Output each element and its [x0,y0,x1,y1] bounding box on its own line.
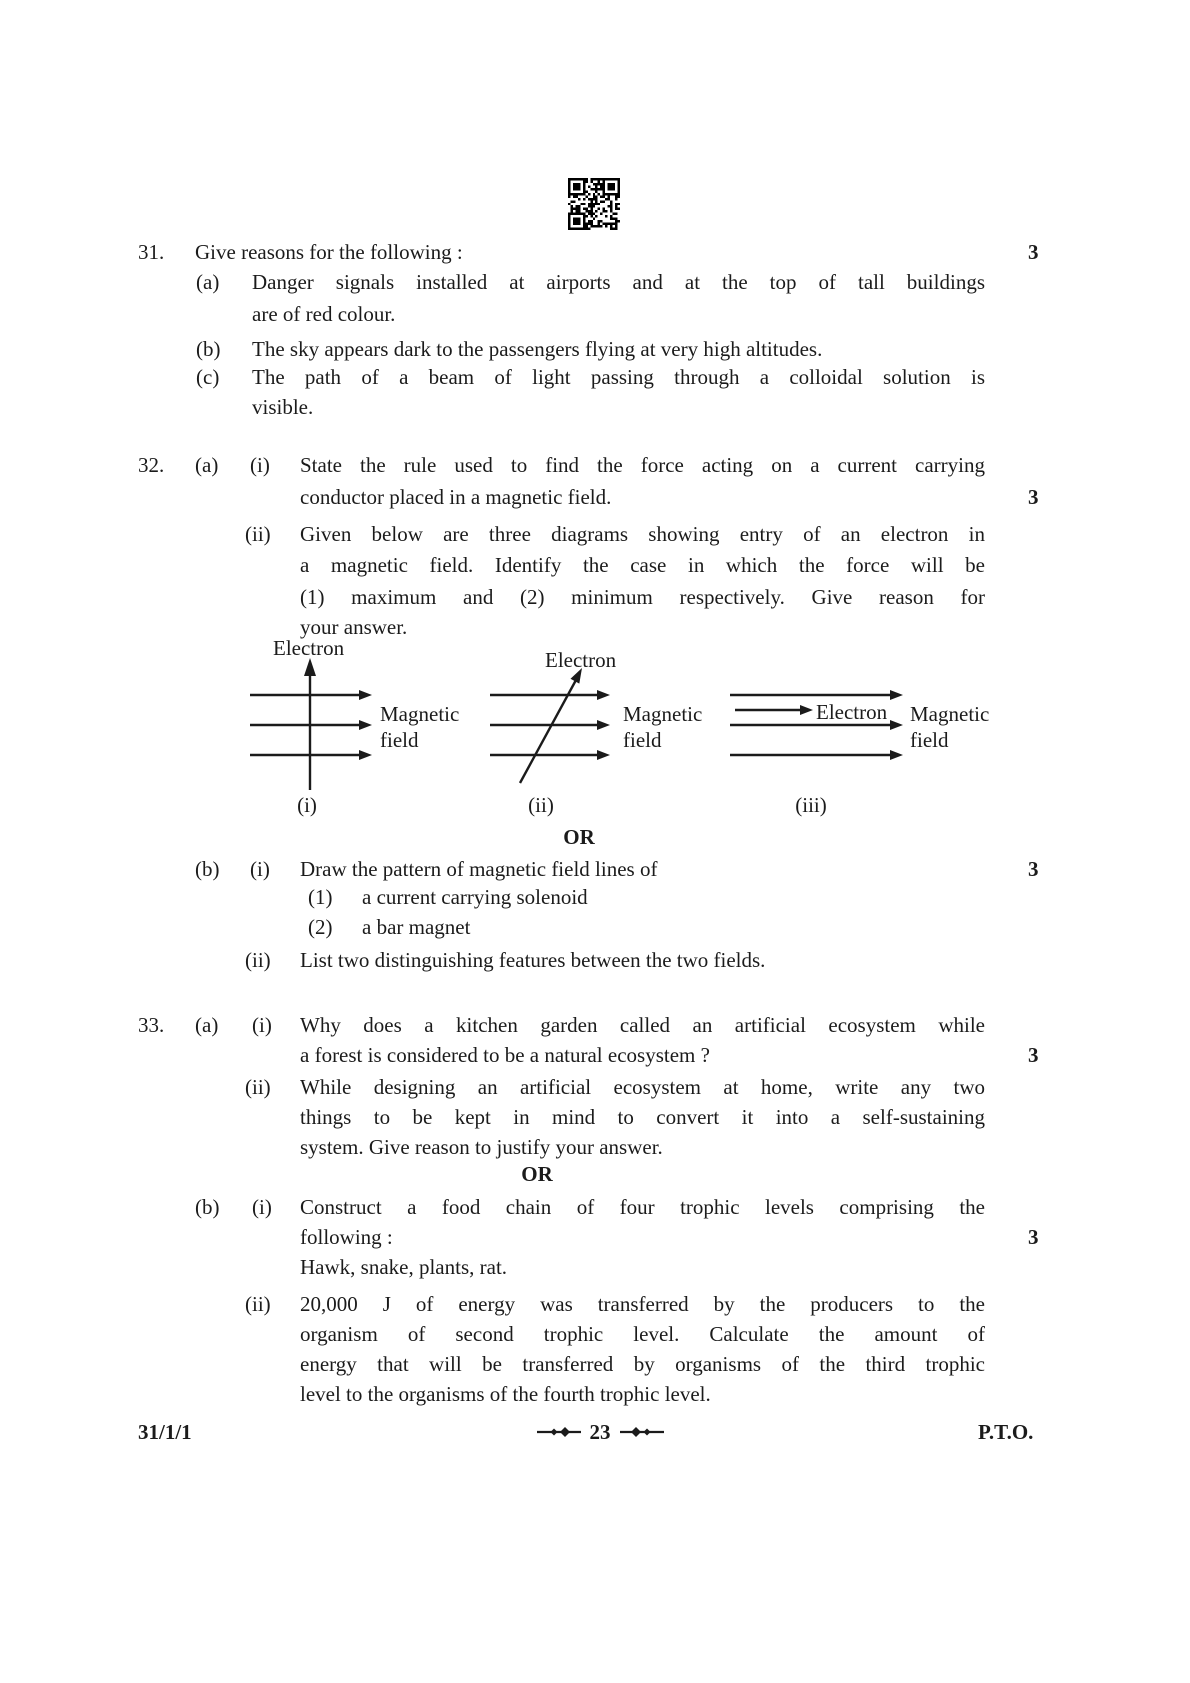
diagram3-field-word: field [910,728,949,752]
left-diamond-rule-icon [537,1426,581,1438]
q33-b-ii-label: (ii) [245,1292,271,1316]
q33-b-i-line-3: Hawk, snake, plants, rat. [300,1255,508,1279]
q33-b-marks: 3 [1028,1225,1039,1249]
diagram2-field-word: field [623,728,662,752]
q31-item-a-label: (a) [196,270,220,294]
q32-a-label: (a) [195,453,219,477]
diagram2-magnetic-field-label [623,701,702,753]
diagram2-electron-label: Electron [545,648,617,672]
diagram1-case-label: (i) [297,793,317,817]
q33-number: 33. [138,1013,165,1037]
q32-b-i-sub2-label: (2) [308,915,333,939]
q31-item-c-line-1: The path of a beam of light passing through a colloidal solution is [252,365,985,389]
diagram1-magnetic-field-label [380,701,459,753]
footer-page-number: 23 [589,1420,611,1444]
q33-b-ii-line-1: 20,000 J of energy was transferred by the producers to the [300,1292,985,1316]
q32-b-label: (b) [195,857,220,881]
q33-b-ii-line-4: level to the organisms of the fourth trophic level. [300,1382,711,1406]
diagram1-electron-label: Electron [273,636,345,660]
q32-a-i-label: (i) [250,453,270,477]
diagram3-magnetic-word: Magnetic [910,702,990,726]
q33-a-ii-line-2: things to be kept in mind to convert it into a self-sustaining [300,1105,985,1129]
diagram1-field-word: field [380,728,419,752]
diagram3-case-label: (iii) [795,793,827,817]
q32-number: 32. [138,453,165,477]
q33-b-i-line-2: following : [300,1225,393,1249]
q32-a-ii-line-4: your answer. [300,615,408,639]
diagram2-magnetic-word: Magnetic [623,702,703,726]
q32-b-ii-label: (ii) [245,948,271,972]
q32-a-ii-label: (ii) [245,522,271,546]
q33-a-i-line-1: Why does a kitchen garden called an artificial ecosystem while [300,1013,985,1037]
q31-item-a-line-2: are of red colour. [252,302,396,326]
q32-b-i-line-1: Draw the pattern of magnetic field lines of [300,857,658,881]
right-diamond-rule-icon [620,1426,664,1438]
q31-item-c-line-2: visible. [252,395,314,419]
q32-b-ii-line-1: List two distinguishing features between the two fields. [300,948,766,972]
q32-or-divider: OR [563,825,595,849]
q32-a-i-line-2: conductor placed in a magnetic field. [300,485,612,509]
q32-b-i-label: (i) [250,857,270,881]
q32-b-i-sub2-text: a bar magnet [362,915,471,939]
q32-a-ii-line-3: (1) maximum and (2) minimum respectively. Give reason for [300,585,985,609]
q33-a-ii-line-1: While designing an artificial ecosystem at home, write any two [300,1075,985,1099]
q33-b-i-line-1: Construct a food chain of four trophic levels comprising the [300,1195,985,1219]
q32-b-marks: 3 [1028,857,1039,881]
q31-item-b-label: (b) [196,337,221,361]
q32-b-i-sub1-label: (1) [308,885,333,909]
q31-item-c-label: (c) [196,365,220,389]
q32-b-i-sub1-text: a current carrying solenoid [362,885,588,909]
footer-page-number-block [450,1417,750,1447]
diagram3-magnetic-field-label [910,701,989,753]
q33-a-label: (a) [195,1013,219,1037]
q31-number: 31. [138,240,165,264]
q31-marks: 3 [1028,240,1039,264]
footer-pto: P.T.O. [978,1420,1034,1444]
q33-a-marks: 3 [1028,1043,1039,1067]
q33-a-i-line-2: a forest is considered to be a natural ecosystem ? [300,1043,710,1067]
q33-b-i-label: (i) [252,1195,272,1219]
q31-item-b-line-1: The sky appears dark to the passengers flying at very high altitudes. [252,337,823,361]
diagram2-case-label: (ii) [528,793,554,817]
q32-a-marks: 3 [1028,485,1039,509]
q33-b-label: (b) [195,1195,220,1219]
q33-or-divider: OR [521,1162,553,1186]
q32-a-ii-line-1: Given below are three diagrams showing entry of an electron in [300,522,985,546]
q33-a-ii-line-3: system. Give reason to justify your answer. [300,1135,663,1159]
q32-a-i-line-1: State the rule used to find the force acting on a current carrying [300,453,985,477]
qr-code-icon [565,178,623,230]
diagram3-electron-label: Electron [816,700,888,724]
footer-paper-code: 31/1/1 [138,1420,192,1444]
q32-a-ii-line-2: a magnetic field. Identify the case in which the force will be [300,553,985,577]
q33-a-i-label: (i) [252,1013,272,1037]
q33-a-ii-label: (ii) [245,1075,271,1099]
q31-stem: Give reasons for the following : [195,240,463,264]
q33-b-ii-line-3: energy that will be transferred by organisms of the third trophic [300,1352,985,1376]
diagram1-magnetic-word: Magnetic [380,702,460,726]
q33-b-ii-line-2: organism of second trophic level. Calculate the amount of [300,1322,985,1346]
q31-item-a-line-1: Danger signals installed at airports and at the top of tall buildings [252,270,985,294]
